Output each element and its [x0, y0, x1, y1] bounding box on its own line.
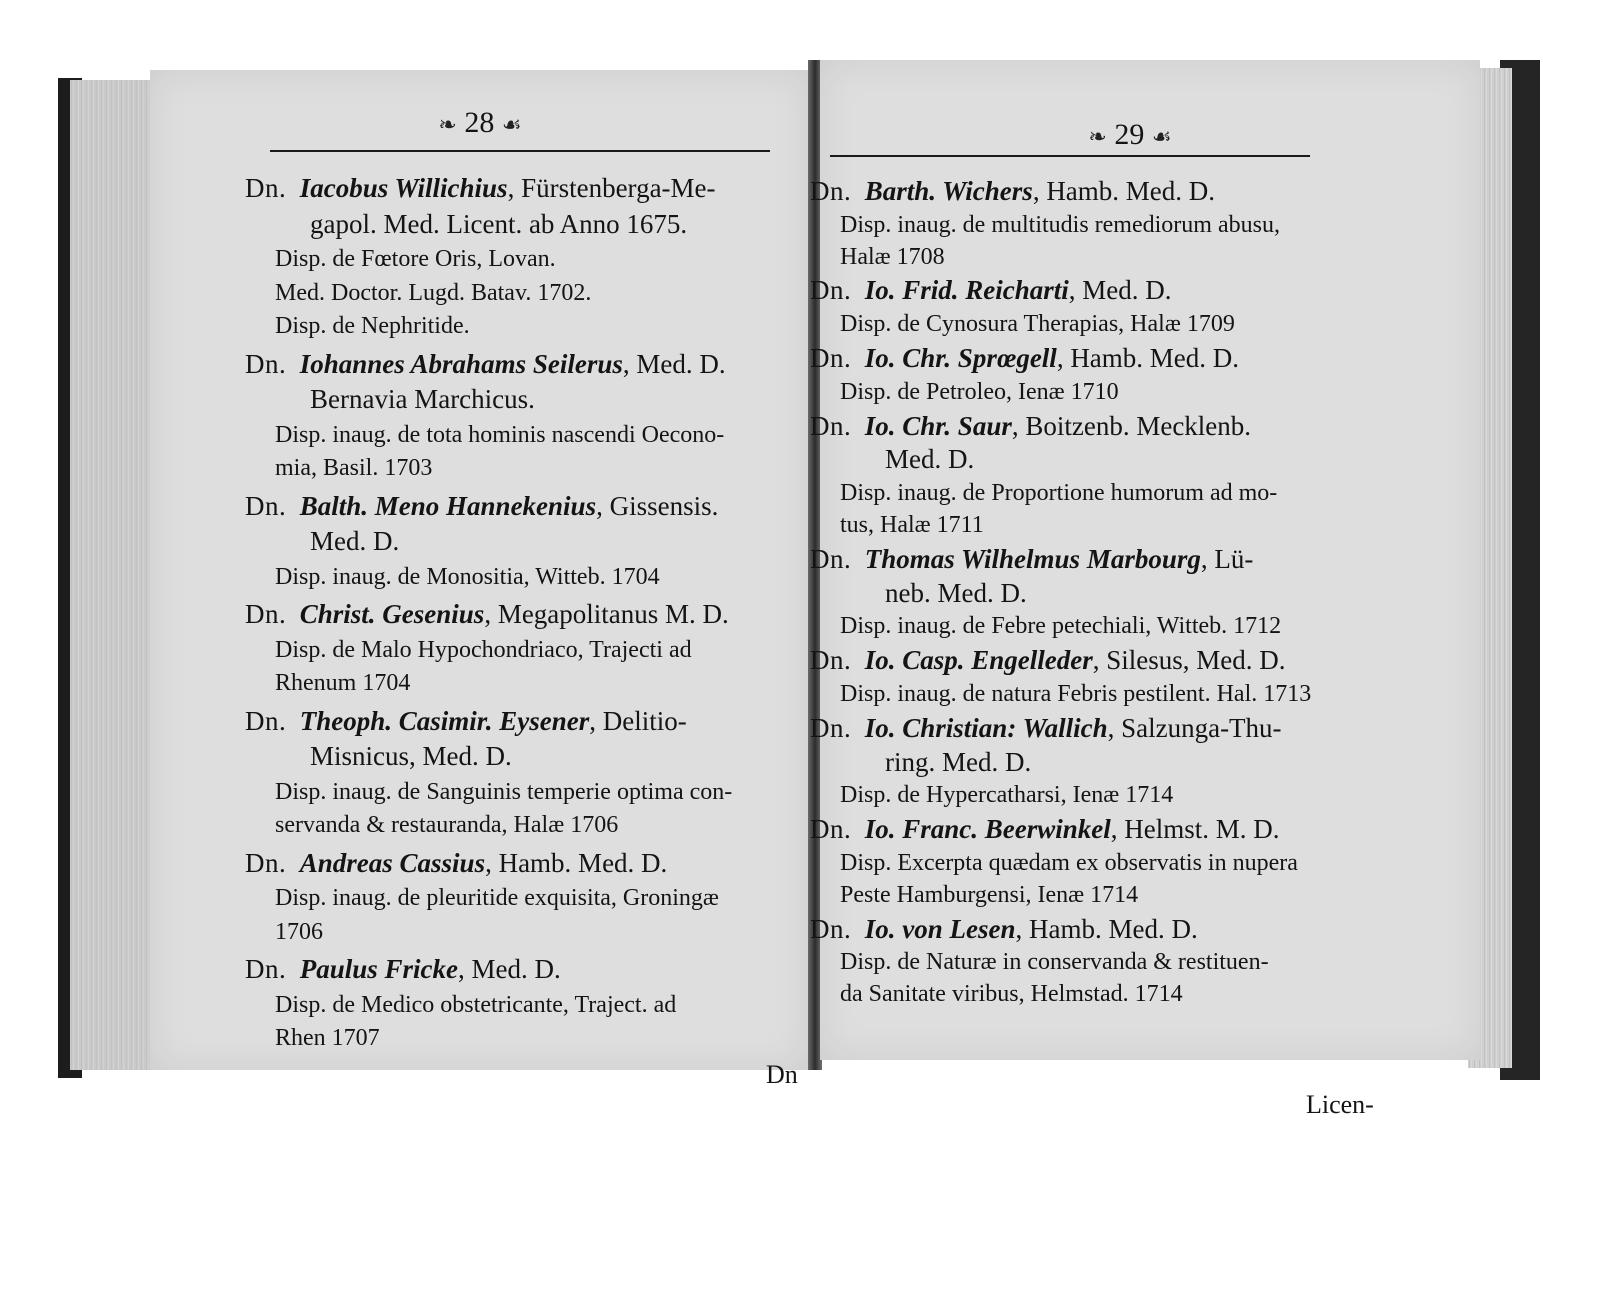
catchword: Dn: [766, 1060, 798, 1089]
entry-detail: servanda & restauranda, Halæ 1706: [275, 812, 619, 838]
entry-name: Io. von Lesen: [864, 913, 1016, 944]
entry-title: Dn.: [810, 712, 852, 743]
catchword: Licen-: [1306, 1090, 1374, 1119]
entry-name: Theoph. Casimir. Eysener: [299, 705, 590, 736]
entry-title: Dn.: [810, 410, 852, 441]
entry-title: Dn.: [245, 348, 287, 379]
entry-name: Iohannes Abrahams Seilerus: [299, 348, 623, 379]
entry-detail: Disp. de Malo Hypochondriaco, Trajecti ad: [275, 636, 692, 663]
entry-detail: tus, Halæ 1711: [840, 512, 984, 538]
page-edges-left: [70, 80, 160, 1070]
entry-continuation: ring. Med. D.: [885, 746, 1032, 777]
entry-title: Dn.: [810, 275, 852, 306]
entry-title: Dn.: [810, 913, 852, 944]
entry-heading: [245, 348, 726, 380]
entry-continuation: Misnicus, Med. D.: [310, 741, 512, 771]
entry-rest: , Hamb. Med. D.: [1015, 913, 1198, 944]
entry-detail: Halæ 1708: [840, 243, 945, 270]
entry-detail: Disp. de Medico obstetricante, Traject. ad: [275, 991, 677, 1018]
entry-title: Dn.: [245, 847, 287, 878]
entry-detail: Disp. inaug. de Monositia, Witteb. 1704: [275, 563, 660, 590]
entry-detail: Disp. de Fœtore Oris, Lovan.: [275, 246, 556, 272]
entry-rest: , Salzunga-Thu-: [1107, 712, 1282, 743]
entry-detail: Disp. inaug. de Febre petechiali, Witteb. 1712: [840, 613, 1282, 640]
entry-heading: [810, 543, 1253, 575]
entry-title: Dn.: [245, 173, 287, 203]
entry-name: Iacobus Willichius: [299, 173, 508, 203]
entry-detail: Disp. de Cynosura Therapias, Halæ 1709: [840, 311, 1235, 338]
entry-title: Dn.: [810, 343, 852, 373]
fleuron-ornament-icon: ❧: [438, 112, 457, 137]
entry-detail: Disp. Excerpta quædam ex observatis in nupera: [840, 850, 1298, 876]
entry-name: Io. Casp. Engelleder: [864, 645, 1093, 676]
entry-detail: Disp. inaug. de natura Febris pestilent. Hal. 1713: [840, 681, 1312, 707]
entry-heading: [810, 410, 1251, 442]
entry-rest: , Fürstenberga-Me-: [507, 173, 716, 203]
entry-rest: , Hamb. Med. D.: [1032, 176, 1216, 206]
entry-heading: [810, 274, 1172, 306]
entry-detail: mia, Basil. 1703: [275, 455, 433, 481]
entry-detail: Peste Hamburgensi, Ienæ 1714: [840, 881, 1139, 908]
entry-detail: Disp. de Petroleo, Ienæ 1710: [840, 378, 1119, 405]
entry-heading: [810, 712, 1282, 744]
entry-heading: [245, 490, 718, 522]
entry-continuation: Bernavia Marchicus.: [310, 384, 535, 414]
entry-detail: Disp. inaug. de multitudis remediorum abusu,: [840, 211, 1280, 238]
entry-detail: Disp. inaug. de tota hominis nascendi Oecono-: [275, 421, 725, 448]
entry-name: Paulus Fricke: [299, 954, 459, 984]
entry-detail: Rhenum 1704: [275, 670, 411, 696]
entry-name: Balth. Meno Hannekenius: [299, 490, 597, 521]
header-rule: [830, 155, 1310, 157]
entry-title: Dn.: [810, 645, 852, 676]
entry-rest: , Megapolitanus M. D.: [484, 599, 729, 629]
page-number: 29: [1114, 118, 1145, 151]
entry-name: Io. Franc. Beerwinkel: [864, 814, 1111, 845]
entry-rest: , Hamb. Med. D.: [485, 847, 668, 878]
entry-title: Dn.: [245, 490, 287, 521]
entry-heading: [810, 644, 1286, 676]
entry-detail: Disp. de Naturæ in conservanda & restituen-: [840, 949, 1269, 976]
entry-name: Christ. Gesenius: [299, 599, 485, 629]
entry-name: Thomas Wilhelmus Marbourg: [864, 543, 1201, 574]
entry-detail: Disp. de Hypercatharsi, Ienæ 1714: [840, 782, 1174, 809]
entry-detail: 1706: [275, 918, 323, 945]
entry-rest: , Lü-: [1200, 543, 1254, 574]
entry-heading: [245, 953, 561, 985]
entry-title: Dn.: [245, 599, 287, 629]
entry-heading: [810, 175, 1215, 207]
entry-continuation: gapol. Med. Licent. ab Anno 1675.: [310, 208, 688, 239]
entry-continuation: Med. D.: [885, 444, 975, 475]
fleuron-ornament-icon: ☙: [1151, 124, 1172, 149]
entry-heading: [810, 913, 1198, 945]
entry-title: Dn.: [245, 705, 287, 736]
entry-rest: , Hamb. Med. D.: [1056, 343, 1240, 373]
entry-name: Io. Frid. Reicharti: [864, 275, 1069, 306]
fleuron-ornament-icon: ☙: [501, 112, 522, 137]
running-head-left: [380, 106, 580, 140]
entry-heading: [245, 598, 729, 630]
entry-title: Dn.: [810, 176, 852, 206]
right-page: [810, 60, 1480, 1119]
entry-detail: Disp. inaug. de Proportione humorum ad mo-: [840, 480, 1278, 507]
entry-rest: , Gissensis.: [596, 490, 719, 521]
fleuron-ornament-icon: ❧: [1088, 124, 1107, 149]
entry-heading: [245, 847, 667, 879]
entry-detail: Disp. inaug. de Sanguinis temperie optima con-: [275, 778, 733, 805]
entry-rest: , Med. D.: [458, 954, 561, 984]
entry-title: Dn.: [810, 543, 852, 574]
entry-title: Dn.: [245, 954, 287, 984]
entry-name: Andreas Cassius: [299, 847, 486, 878]
entry-rest: , Helmst. M. D.: [1110, 814, 1280, 845]
entry-continuation: Med. D.: [310, 526, 400, 556]
entry-heading: [245, 172, 716, 204]
entry-heading: [810, 342, 1239, 374]
entry-detail: da Sanitate viribus, Helmstad. 1714: [840, 981, 1183, 1008]
page-number: 28: [464, 106, 495, 139]
entry-heading: [810, 813, 1280, 845]
entry-name: Barth. Wichers: [864, 176, 1033, 206]
entry-detail: Disp. de Nephritide.: [275, 313, 470, 339]
entry-detail: Rhen 1707: [275, 1025, 380, 1051]
entry-name: Io. Chr. Sprœgell: [864, 343, 1057, 373]
entry-detail: Med. Doctor. Lugd. Batav. 1702.: [275, 279, 592, 306]
entry-detail: Disp. inaug. de pleuritide exquisita, Groningæ: [275, 885, 719, 911]
entry-name: Io. Chr. Saur: [864, 410, 1012, 441]
entry-rest: , Delitio-: [589, 705, 687, 736]
entry-rest: , Med. D.: [622, 348, 726, 379]
entry-name: Io. Christian: Wallich: [864, 712, 1108, 743]
entry-rest: , Med. D.: [1068, 275, 1172, 306]
header-rule: [270, 150, 770, 152]
entry-continuation: neb. Med. D.: [885, 577, 1027, 608]
entry-rest: , Boitzenb. Mecklenb.: [1011, 410, 1252, 441]
running-head-right: [1030, 118, 1230, 152]
entry-title: Dn.: [810, 814, 852, 845]
entry-heading: [245, 705, 687, 737]
entry-rest: , Silesus, Med. D.: [1092, 645, 1286, 676]
left-page: [150, 70, 810, 1089]
